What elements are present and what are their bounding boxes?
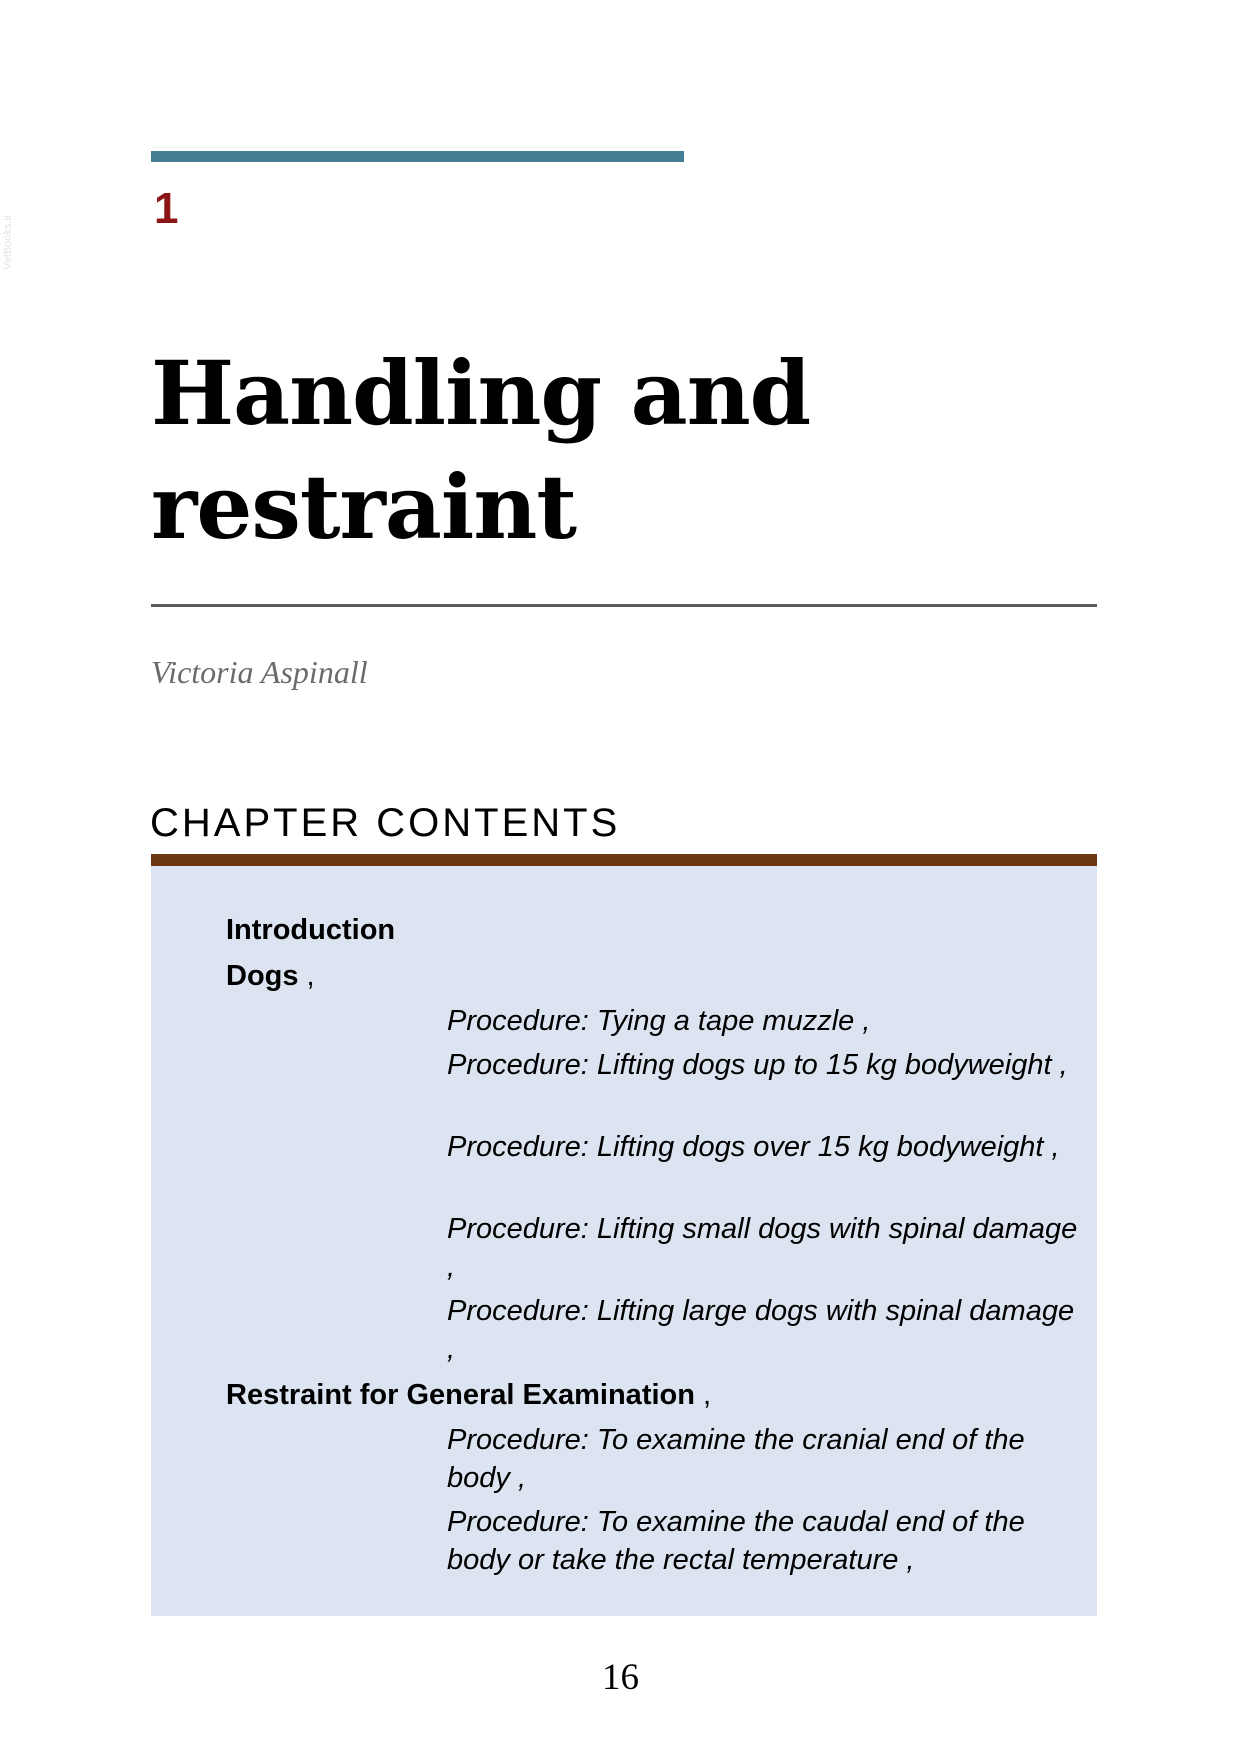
toc-entry-lifting-dogs-over-15kg[interactable]: Procedure: Lifting dogs over 15 kg bodyweight , — [447, 1131, 1060, 1163]
title-divider — [151, 604, 1097, 607]
watermark: VetBooks.ir — [2, 214, 14, 270]
chapter-title: Handling and restraint — [151, 341, 811, 559]
page-number: 16 — [602, 1657, 639, 1698]
toc-entry-label: Restraint for General Examination — [226, 1379, 695, 1411]
toc-entry-restraint-general-exam[interactable] — [226, 1377, 711, 1413]
contents-divider — [151, 854, 1097, 866]
toc-entry-dogs[interactable] — [226, 958, 315, 994]
toc-entry-cranial-end[interactable]: Procedure: To examine the cranial end of the body , — [447, 1424, 1025, 1494]
toc-entry-suffix: , — [694, 1379, 712, 1411]
toc-entry-introduction[interactable] — [226, 912, 395, 948]
toc-entry-suffix: , — [298, 960, 315, 992]
toc-entry-lifting-small-dogs-spinal[interactable]: Procedure: Lifting small dogs with spinal damage , — [447, 1213, 1078, 1283]
toc-entry-lifting-large-dogs-spinal[interactable]: Procedure: Lifting large dogs with spinal damage , — [447, 1295, 1075, 1365]
toc-entry-label: Dogs — [226, 960, 299, 992]
chapter-number: 1 — [154, 184, 179, 233]
toc-entry-lifting-dogs-up-to-15kg[interactable]: Procedure: Lifting dogs up to 15 kg bodyweight , — [447, 1049, 1068, 1081]
toc-entry-caudal-end[interactable]: Procedure: To examine the caudal end of the body or take the rectal temperature , — [447, 1506, 1025, 1576]
chapter-author: Victoria Aspinall — [151, 654, 368, 690]
chapter-accent-bar — [151, 151, 684, 162]
toc-entry-tape-muzzle[interactable]: Procedure: Tying a tape muzzle , — [447, 1005, 871, 1037]
chapter-contents-heading: CHAPTER CONTENTS — [150, 801, 621, 845]
toc-entry-label: Introduction — [226, 914, 396, 946]
